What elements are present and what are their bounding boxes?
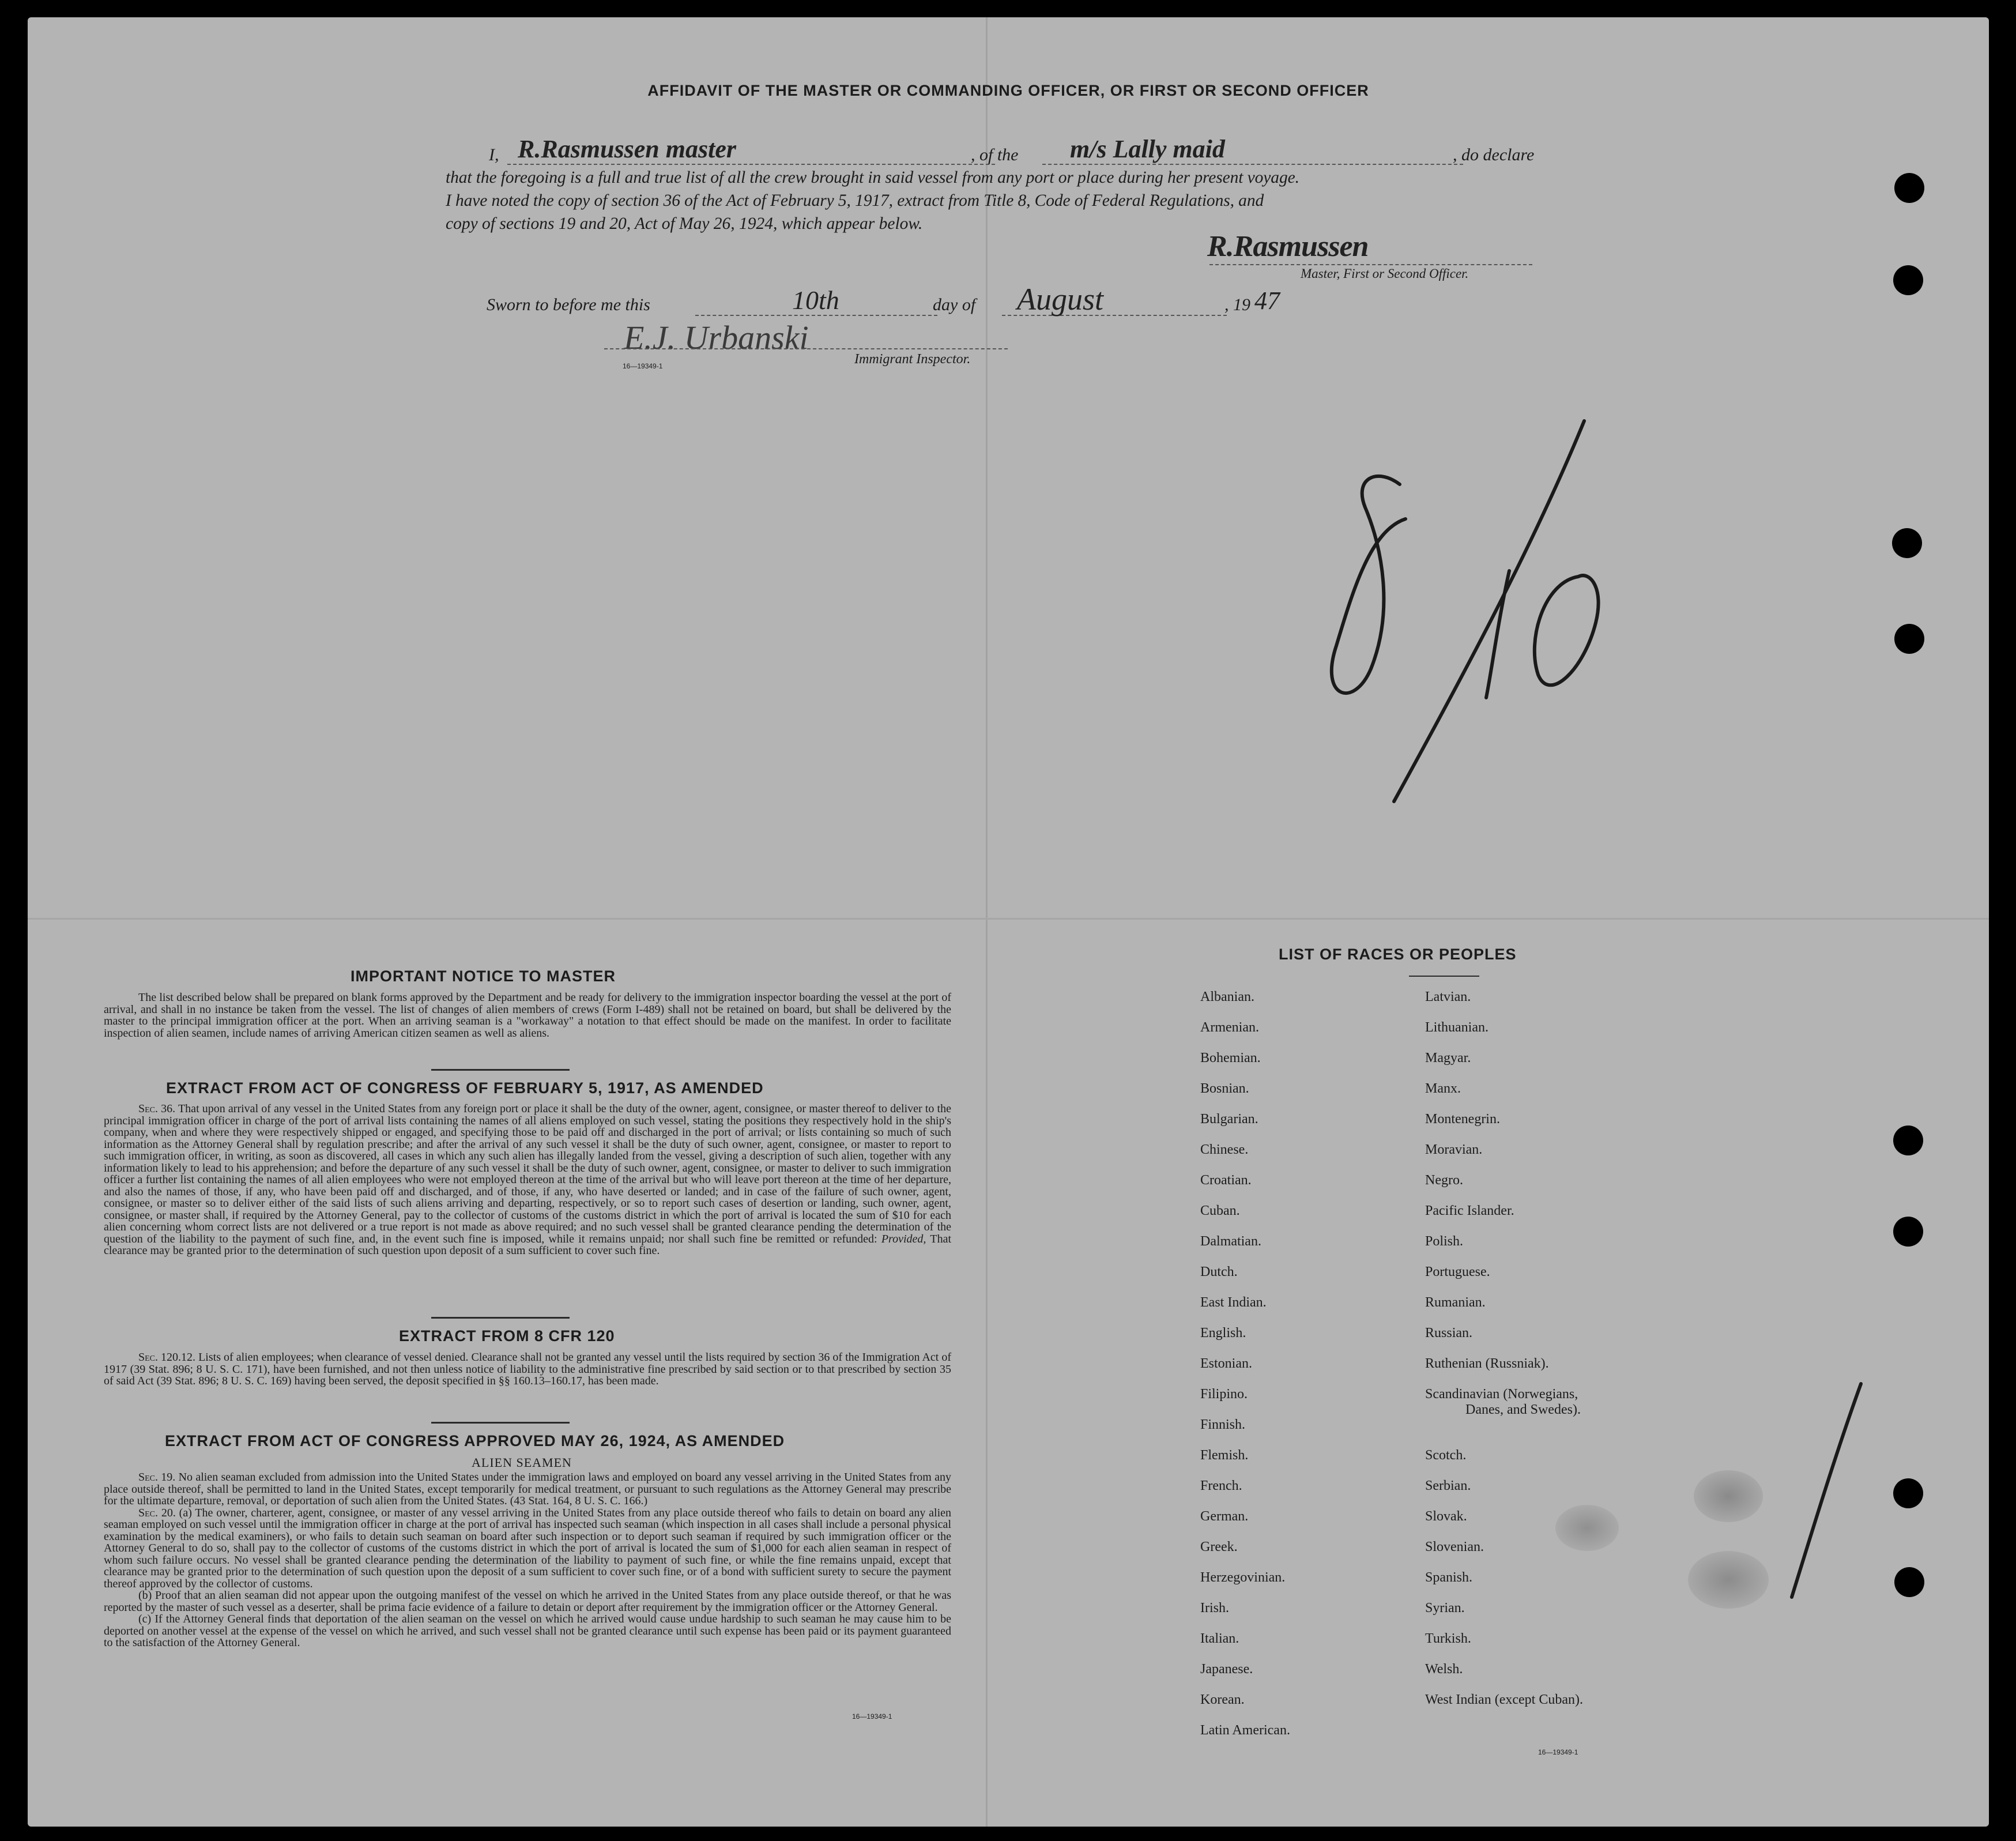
do-declare-label: , do declare — [1453, 145, 1535, 164]
sec-36-text: That upon arrival of any vessel in the United States from any foreign port or place it shall be the duty of the owner, agent, consignee, or master thereof to deliver to the principal immigration officer in charge of the port of arrival lists containing the names of all aliens employed on such vessel, stating the positions they respectively hold in the ship's company, when and where they were respectively shipped or engaged, and specifying those to be paid off and discharged in the port of arrival; or lists containing so much of such information as the Attorney General shall by regulation prescribe; and after the arrival of any such vessel it shall be the duty of such owner, agent, consignee, or master to report to such immigration officer, in writing, as soon as discovered, all cases in which any such alien has illegally landed from the vessel, giving a description of such alien, together with any information likely to lead to his apprehension; and before the departure of any such vessel it shall be the duty of such owner, agent, consignee, or master to deliver to such immigration officer a further list containing the names of all alien employees who were not employed thereon at the time of the arrival but who will leave port thereon at the time of her departure, and also the names of those, if any, who have been paid off and discharged, and of those, if any, who have deserted or landed; and in case of the failure of such owner, agent, consignee, or master so to deliver either of the said lists of such aliens arriving and departing, respectively, or so to report such cases of desertion or landing, such owner, agent, consignee, or master shall, if required by the Attorney General, pay to the collector of customs of the customs district in which the port of arrival is located the sum of $10 for each alien concerning whom correct lists are not delivered or a true report is not made as above required; and no such vessel shall be granted clearance pending the determination of the question of the liability to the payment of such fine, and, in the event such fine is imposed, while it remains unpaid; nor shall such fine be remitted or refunded: — [104, 1102, 951, 1245]
races-rule — [1409, 976, 1479, 977]
section-rule-cfr — [431, 1317, 570, 1319]
vessel-name-handwritten: m/s Lally maid — [1070, 135, 1225, 163]
race-item: Armenian. — [1200, 1020, 1259, 1035]
race-item: Greek. — [1200, 1539, 1238, 1554]
race-item: Estonian. — [1200, 1356, 1252, 1371]
race-item: Bosnian. — [1200, 1081, 1249, 1096]
signature-label: Master, First or Second Officer. — [1301, 266, 1469, 281]
declaration-line-3: copy of sections 19 and 20, Act of May 26, 1924, which appear below. — [446, 214, 923, 233]
race-item: Montenegrin. — [1425, 1112, 1500, 1127]
extract-cfr-heading: EXTRACT FROM 8 CFR 120 — [399, 1327, 615, 1345]
fold-line-vertical — [986, 17, 988, 1827]
race-item: Moravian. — [1425, 1142, 1483, 1157]
sec-20c-text: (c) If the Attorney General finds that deportation of the alien seaman on the vessel on which he arrived would cause undue hardship to such seaman he may cause him to be deported on another vessel at the expense of the vessel on which he arrived, and such vessel shall not be granted clearance until such expense has been paid or its payment guaranteed to the satisfaction of the Attorney General. — [104, 1613, 951, 1649]
sworn-prefix: Sworn to before me this — [487, 295, 650, 314]
race-item: Negro. — [1425, 1173, 1463, 1188]
signature-line — [1209, 264, 1532, 265]
race-item: Albanian. — [1200, 989, 1254, 1004]
race-item: Turkish. — [1425, 1631, 1471, 1646]
of-the-label: , of the — [971, 145, 1019, 164]
races-heading: LIST OF RACES OR PEOPLES — [1279, 946, 1517, 963]
sec-20b-text: (b) Proof that an alien seaman did not appear upon the outgoing manifest of the vessel on which he arrived in the United States from any place outside thereof, or that he was reported by the master of such vessel as a deserter, shall be prima facie evidence of a failure to detain or deport after requirement by the immigration officer or the Attorney General. — [104, 1589, 951, 1614]
declaration-prefix: I, — [489, 145, 499, 164]
year-prefix-label: , 19 — [1224, 295, 1250, 314]
section-rule-1924 — [431, 1422, 570, 1424]
race-item: Portuguese. — [1425, 1264, 1490, 1279]
binder-hole — [1894, 173, 1924, 203]
race-item: Latin American. — [1200, 1723, 1290, 1738]
form-number-left: 16—19349-1 — [852, 1712, 892, 1720]
race-item: Magyar. — [1425, 1051, 1471, 1066]
race-item: German. — [1200, 1509, 1249, 1524]
form-number-right: 16—19349-1 — [1538, 1748, 1578, 1756]
binder-hole — [1893, 1125, 1923, 1155]
sec-120-text: Lists of alien employees; when clearance of vessel denied. Clearance shall not be granted any vessel until the lists required by section 36 of the Immigration Act of 1917 (39 Stat. 896; 8 U. S. C. 171), have been furnished, and not then unless notice of liability to the administrative fine prescribed by said section or to that prescribed by section 35 of said Act (39 Stat. 896; 8 U. S. C. 169) having been served, the deposit specified in §§ 160.13–160.17, has been made. — [104, 1351, 952, 1387]
smudge — [1694, 1470, 1763, 1522]
handwritten-annotation-8-10 — [1284, 398, 1653, 813]
race-item: Polish. — [1425, 1234, 1464, 1249]
race-item: Rumanian. — [1425, 1295, 1486, 1310]
sec-19-label: Sec. 19. — [138, 1471, 176, 1484]
sec-20-label: Sec. 20. — [138, 1506, 176, 1519]
race-item: Danes, and Swedes). — [1465, 1402, 1581, 1417]
race-item: Manx. — [1425, 1081, 1461, 1096]
notice-heading: IMPORTANT NOTICE TO MASTER — [351, 967, 616, 985]
race-item: Welsh. — [1425, 1662, 1463, 1677]
declaration-line-1: that the foregoing is a full and true list of all the crew brought in said vessel from any port or place during her present voyage. — [446, 168, 1299, 187]
master-signature: R.Rasmussen — [1207, 230, 1369, 263]
race-item: Latvian. — [1425, 989, 1471, 1004]
race-item: Syrian. — [1425, 1601, 1465, 1616]
race-item: Scotch. — [1425, 1448, 1467, 1463]
sworn-day-handwritten: 10th — [792, 285, 839, 315]
race-item: Bulgarian. — [1200, 1112, 1258, 1127]
race-item: Irish. — [1200, 1601, 1229, 1616]
extract-1917-text — [104, 1103, 951, 1257]
race-item: Filipino. — [1200, 1387, 1248, 1402]
race-item: Italian. — [1200, 1631, 1239, 1646]
race-item: Ruthenian (Russniak). — [1425, 1356, 1549, 1371]
affidavit-title: AFFIDAVIT OF THE MASTER OR COMMANDING OFFICER, OR FIRST OR SECOND OFFICER — [647, 82, 1369, 99]
handwritten-mark — [1774, 1378, 1878, 1609]
race-item: English. — [1200, 1326, 1246, 1341]
declaration-line-2: I have noted the copy of section 36 of the Act of February 5, 1917, extract from Title 8, Code of Federal Regulations, and — [446, 191, 1264, 210]
race-item: Dutch. — [1200, 1264, 1238, 1279]
race-item: Scandinavian (Norwegians, — [1425, 1387, 1578, 1402]
master-name-handwritten: R.Rasmussen master — [518, 135, 736, 163]
race-item: Bohemian. — [1200, 1051, 1261, 1066]
proviso-label: Provided, — [881, 1232, 926, 1245]
day-of-label: day of — [933, 295, 976, 314]
race-item: Croatian. — [1200, 1173, 1252, 1188]
sec-20a-text: (a) The owner, charterer, agent, consignee, or master of any vessel arriving in the United States from any place outside thereof who fails to detain on board any alien seaman employed on such vessel until the immigration officer in charge at the port of arrival has inspected such seaman (which inspection in all cases shall include a personal physical examination by the medical examiners), or who fails to detain such seaman on board after such inspection or to deport such seaman if required by such immigration officer or the Attorney General to do so, shall pay to the collector of customs of the customs district in which the port of arrival is located the sum of $1,000 for each alien seaman in respect of whom such failure occurs. No vessel shall be granted clearance pending the determination of the liability to payment of such fine, or while the fine remains unpaid, except that clearance may be granted prior to the determination of such question upon the deposit of a sum sufficient to cover such fine, or of a bond with sufficient surety to secure the payment thereof approved by the collector of customs. — [104, 1506, 952, 1590]
notice-text — [104, 992, 951, 1039]
notice-paragraph: The list described below shall be prepared on blank forms approved by the Department and be ready for delivery to the immigration inspector boarding the vessel at the port of arrival, and shall in no instance be taken from the vessel. The list of changes of alien members of crews (Form I-489) shall not be retained on board, but shall be delivered by the master to the principal immigration officer at the port. When an arriving seaman is a "workaway" a notation to that effect should be made on the manifest. In order to facilitate inspection of alien seamen, include names of arriving American citizen seamen as well as aliens. — [104, 991, 951, 1040]
vessel-blank-line — [1042, 164, 1463, 165]
race-item: Finnish. — [1200, 1417, 1246, 1432]
section-rule-1917 — [431, 1069, 570, 1071]
binder-hole — [1894, 1567, 1924, 1597]
race-item: Korean. — [1200, 1692, 1245, 1707]
race-item: French. — [1200, 1478, 1242, 1493]
extract-1917-heading: EXTRACT FROM ACT OF CONGRESS OF FEBRUARY 5, 1917, AS AMENDED — [166, 1079, 764, 1097]
race-item: Herzegovinian. — [1200, 1570, 1286, 1585]
race-item: Dalmatian. — [1200, 1234, 1261, 1249]
name-blank-line — [507, 164, 995, 165]
binder-hole — [1893, 1217, 1923, 1247]
binder-hole — [1893, 1478, 1923, 1508]
alien-seamen-subheading: ALIEN SEAMEN — [472, 1455, 572, 1470]
race-item: Cuban. — [1200, 1203, 1240, 1218]
inspector-label: Immigrant Inspector. — [854, 352, 971, 367]
race-item: Russian. — [1425, 1326, 1473, 1341]
race-item: Slovenian. — [1425, 1539, 1484, 1554]
fold-line-horizontal — [28, 918, 1989, 920]
race-item: Serbian. — [1425, 1478, 1471, 1493]
smudge — [1555, 1505, 1619, 1551]
race-item: Lithuanian. — [1425, 1020, 1489, 1035]
extract-1924-text — [104, 1471, 951, 1649]
sworn-year-handwritten: 47 — [1254, 287, 1280, 315]
binder-hole — [1893, 265, 1923, 295]
race-item: Chinese. — [1200, 1142, 1249, 1157]
smudge — [1688, 1551, 1769, 1609]
proviso-text: That clearance may be granted prior to the determination of such question upon deposit of a sum sufficient to cover such fine. — [104, 1232, 952, 1257]
race-item: Japanese. — [1200, 1662, 1253, 1677]
extract-1924-heading: EXTRACT FROM ACT OF CONGRESS APPROVED MAY 26, 1924, AS AMENDED — [165, 1432, 785, 1450]
sec-36-label: Sec. 36. — [138, 1102, 176, 1115]
form-number-top: 16—19349-1 — [623, 362, 663, 370]
sec-19-text: No alien seaman excluded from admission into the United States under the immigration laws and employed on board any vessel arriving in the United States from any place outside thereof, shall be permitted to land in the United States, except temporarily for medical treatment, or pursuant to such regulations as the Attorney General may prescribe for the ultimate departure, removal, or deportation of such alien from the United States. (43 Stat. 164, 8 U. S. C. 166.) — [104, 1471, 951, 1507]
binder-hole — [1894, 624, 1924, 654]
race-item: Pacific Islander. — [1425, 1203, 1514, 1218]
inspector-signature: E.J. Urbanski — [624, 319, 809, 356]
document-page — [28, 17, 1989, 1827]
sec-120-label: Sec. 120.12. — [138, 1351, 196, 1364]
binder-hole — [1892, 528, 1922, 558]
extract-cfr-text — [104, 1351, 951, 1387]
race-item: East Indian. — [1200, 1295, 1267, 1310]
race-item: Spanish. — [1425, 1570, 1473, 1585]
race-item: West Indian (except Cuban). — [1425, 1692, 1583, 1707]
race-item: Slovak. — [1425, 1509, 1467, 1524]
race-item: Flemish. — [1200, 1448, 1249, 1463]
sworn-month-handwritten: August — [1017, 282, 1104, 317]
inspector-line — [604, 348, 1008, 349]
